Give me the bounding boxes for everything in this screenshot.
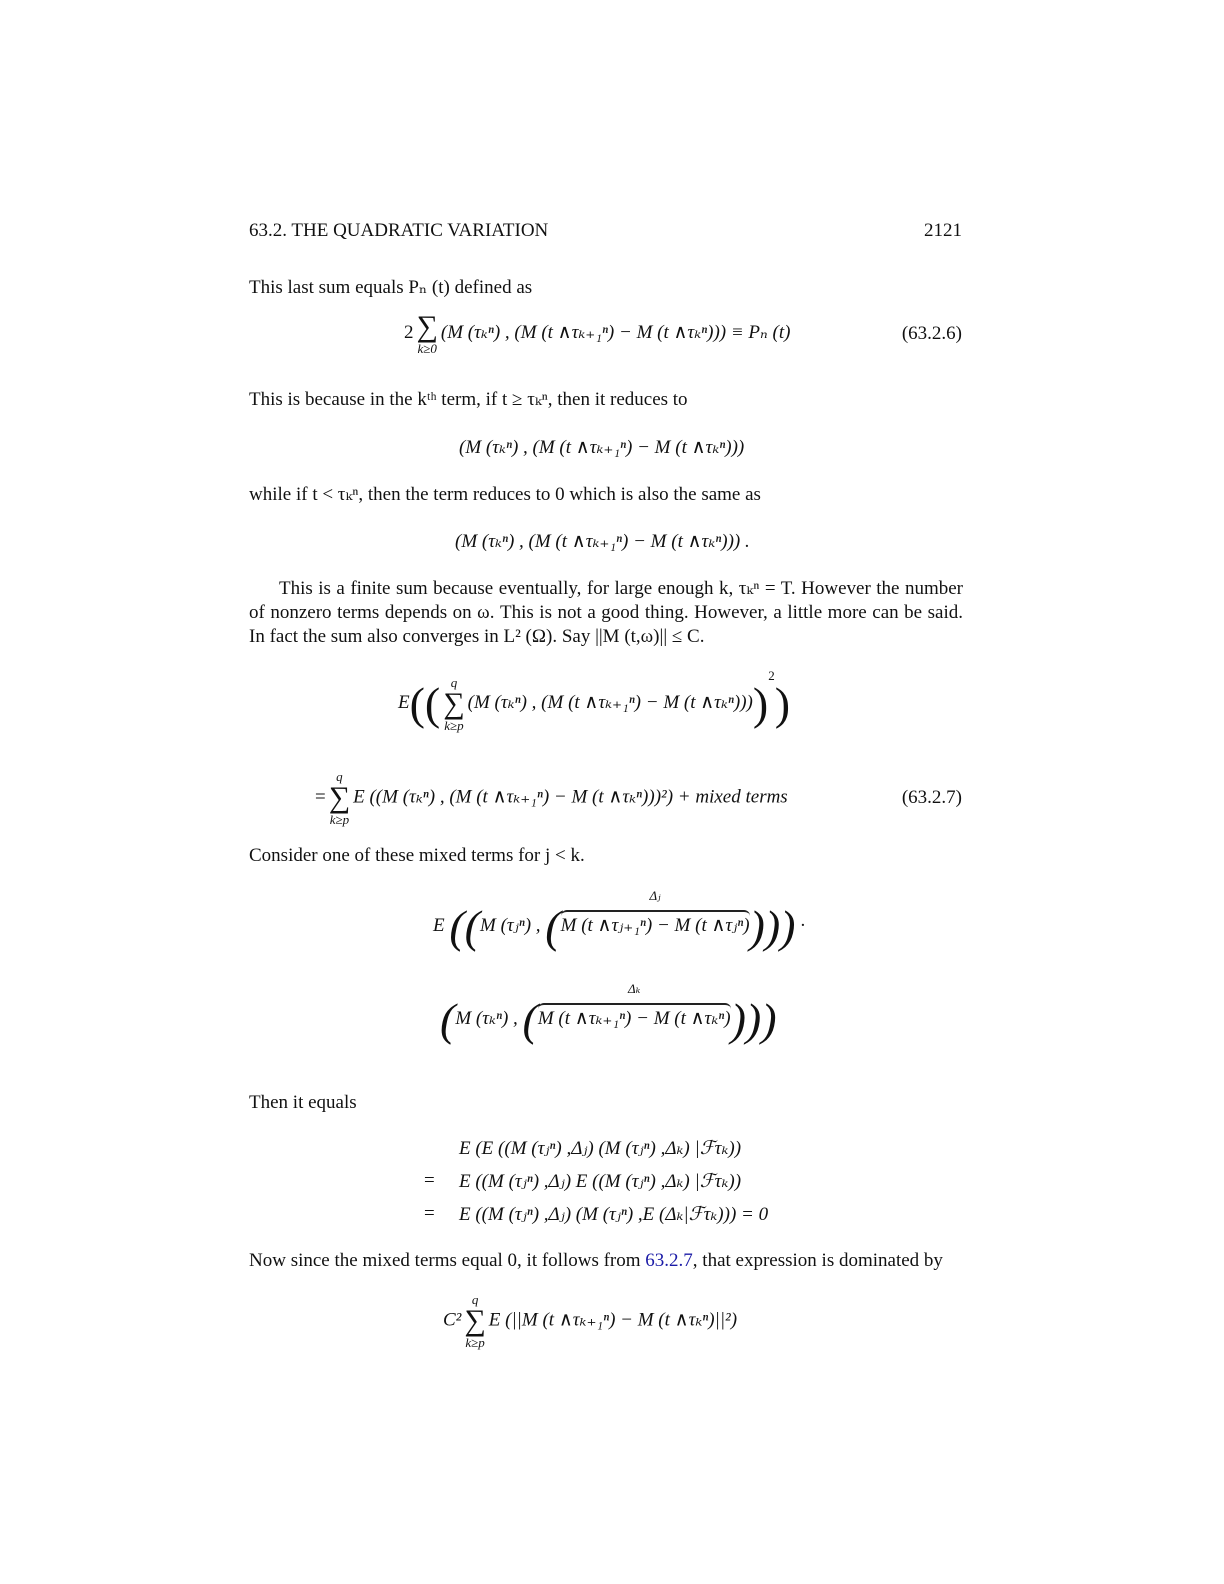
mixed-term-line-1: E ((M (τⱼⁿ) , ( Δⱼ M (t ∧τⱼ₊₁ⁿ) − M (t ∧τⱼⁿ)))) · bbox=[433, 887, 805, 952]
equals: = bbox=[315, 786, 326, 808]
paragraph: Then it equals bbox=[249, 1092, 357, 1113]
paragraph: Consider one of these mixed terms for j < k. bbox=[249, 845, 585, 866]
equation-body: E (||M (t ∧τₖ₊₁ⁿ) − M (t ∧τₖⁿ)||²) bbox=[488, 1309, 738, 1331]
sum-lower: k≥p bbox=[329, 812, 350, 827]
expectation-operator: E bbox=[433, 914, 445, 936]
equation-line: E ((M (τⱼⁿ) ,Δⱼ) (M (τⱼⁿ) ,E (Δₖ|ℱτₖ))) = 0 bbox=[459, 1204, 769, 1225]
equation-expectation: E(( q ∑ k≥p (M (τₖⁿ) , (M (t ∧τₖ₊₁ⁿ) − M (t ∧τₖⁿ))))$^2$) bbox=[398, 668, 791, 733]
paragraph: This last sum equals Pₙ (t) defined as bbox=[249, 277, 533, 298]
delta-expression: M (t ∧τⱼ₊₁ⁿ) − M (t ∧τⱼⁿ) bbox=[560, 914, 750, 936]
equation-number: (63.2.6) bbox=[901, 323, 962, 344]
equation-63-2-7 bbox=[315, 770, 788, 826]
sum-upper: q bbox=[336, 769, 343, 784]
relation: = bbox=[424, 1170, 435, 1191]
text: , that expression is dominated by bbox=[692, 1250, 943, 1271]
text: Now since the mixed terms equal 0, it follows from bbox=[249, 1250, 646, 1271]
brace-label: Δₖ bbox=[628, 980, 641, 996]
page-number: 2121 bbox=[924, 220, 962, 241]
sum-symbol: ∑ k≥0 bbox=[416, 310, 438, 356]
equation-number: (63.2.7) bbox=[901, 787, 962, 808]
equation: (M (τₖⁿ) , (M (t ∧τₖ₊₁ⁿ) − M (t ∧τₖⁿ))) . bbox=[455, 531, 750, 552]
constant: C² bbox=[443, 1309, 462, 1331]
running-header: 63.2. THE QUADRATIC VARIATION bbox=[249, 220, 549, 241]
paragraph: while if t < τₖⁿ, then the term reduces to 0 which is also the same as bbox=[249, 484, 761, 505]
relation: = bbox=[424, 1203, 435, 1224]
sum-symbol: q ∑ k≥p bbox=[328, 769, 351, 827]
term: M (τₖⁿ) , bbox=[455, 1007, 518, 1029]
sum-upper: q bbox=[471, 1292, 479, 1307]
sum-symbol: q ∑ k≥p bbox=[464, 1292, 486, 1350]
sum-symbol: q ∑ k≥p bbox=[443, 674, 465, 733]
equation-line: E (E ((M (τⱼⁿ) ,Δⱼ) (M (τⱼⁿ) ,Δₖ) |ℱτₖ)) bbox=[459, 1138, 742, 1159]
sum-lower: k≥p bbox=[465, 1335, 485, 1350]
equation-body: (M (τₖⁿ) , (M (t ∧τₖ₊₁ⁿ) − M (t ∧τₖⁿ))) ≡ Pₙ (t) bbox=[440, 321, 791, 343]
mixed-term-line-2: (M (τₖⁿ) , ( Δₖ M (t ∧τₖ₊₁ⁿ) − M (t ∧τₖⁿ)))) bbox=[440, 980, 777, 1045]
expectation-operator: E bbox=[398, 692, 410, 713]
paragraph: This is because in the kᵗʰ term, if t ≥ τₖⁿ, then it reduces to bbox=[249, 389, 688, 410]
brace-label: Δⱼ bbox=[649, 887, 661, 903]
sum-upper: q bbox=[450, 674, 458, 690]
equation-body: (M (τₖⁿ) , (M (t ∧τₖ₊₁ⁿ) − M (t ∧τₖⁿ))) bbox=[467, 692, 753, 713]
paragraph bbox=[249, 1249, 963, 1273]
sum-lower: k≥0 bbox=[417, 341, 437, 356]
equation-line: E ((M (τⱼⁿ) ,Δⱼ) E ((M (τⱼⁿ) ,Δₖ) |ℱτₖ)) bbox=[459, 1171, 742, 1192]
equation-63-2-6 bbox=[404, 312, 790, 355]
coefficient: 2 bbox=[404, 321, 414, 343]
paragraph: This is a finite sum because eventually, for large enough k, τₖⁿ = T. However the number of nonzero terms depends on ω. This is not a good thing. However, a little more can be said. In fact the sum also converges in L² (Ω). Say ||M (t,ω)|| ≤ C. bbox=[249, 578, 963, 647]
overbrace bbox=[537, 980, 731, 1030]
term: M (τⱼⁿ) , bbox=[480, 914, 541, 936]
delta-expression: M (t ∧τₖ₊₁ⁿ) − M (t ∧τₖⁿ) bbox=[537, 1007, 731, 1029]
overbrace bbox=[560, 887, 750, 937]
equation-reference-link[interactable]: 63.2.7 bbox=[645, 1250, 693, 1271]
equation-body: E ((M (τₖⁿ) , (M (t ∧τₖ₊₁ⁿ) − M (t ∧τₖⁿ)))²) + mixed terms bbox=[353, 786, 788, 808]
equation-bound bbox=[443, 1293, 737, 1349]
equation: (M (τₖⁿ) , (M (t ∧τₖ₊₁ⁿ) − M (t ∧τₖⁿ))) bbox=[459, 437, 745, 458]
dot: · bbox=[800, 914, 805, 936]
exponent: 2 bbox=[768, 668, 775, 683]
sum-lower: k≥p bbox=[444, 717, 464, 733]
